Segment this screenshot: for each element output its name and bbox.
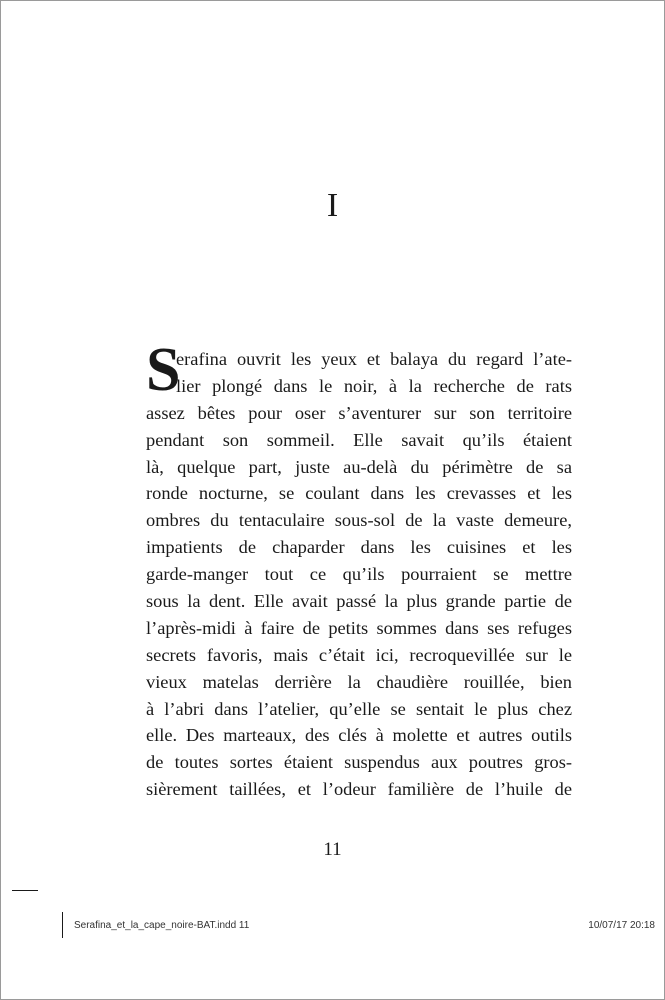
text-line: secrets favoris, mais c’était ici, recroquevillée sur le	[146, 644, 572, 665]
text-line: vieux matelas derrière la chaudière rouillée, bien	[146, 671, 572, 692]
text-line: garde-manger tout ce qu’ils pourraient se mettre	[146, 564, 572, 585]
text-line: sièrement taillées, et l’odeur familière de l’huile de	[146, 779, 572, 800]
text-line: erafina ouvrit les yeux et balaya du regard l’ate-	[176, 349, 572, 369]
text-line: impatients de chaparder dans les cuisines et les	[146, 537, 572, 558]
page-number: 11	[323, 839, 342, 860]
text-line: l’après-midi à faire de petits sommes dans ses refuges	[146, 617, 572, 638]
text-line: assez bêtes pour oser s’aventurer sur son territoire	[146, 402, 572, 423]
text-line: elle. Des marteaux, des clés à molette et autres outils	[146, 725, 572, 746]
text-line: à l’abri dans l’atelier, qu’elle se sentait le plus chez	[146, 698, 572, 719]
text-line: ronde nocturne, se coulant dans les crevasses et les	[146, 483, 572, 504]
text-line: ombres du tentaculaire sous-sol de la vaste demeure,	[146, 510, 572, 531]
text-line: sous la dent. Elle avait passé la plus grande partie de	[146, 591, 572, 612]
text-line: là, quelque part, juste au-delà du périmètre de sa	[146, 456, 572, 477]
crop-mark	[62, 912, 63, 938]
text-line: lier plongé dans le noir, à la recherche de rats	[176, 375, 572, 396]
text-line: pendant son sommeil. Elle savait qu’ils étaient	[146, 429, 572, 450]
slug-date: 10/07/17 20:18	[588, 920, 655, 931]
chapter-number: I	[326, 187, 339, 224]
slug-filename: Serafina_et_la_cape_noire-BAT.indd 11	[74, 920, 250, 931]
crop-mark	[12, 890, 38, 891]
body-paragraph	[146, 346, 572, 803]
text-line: de toutes sortes étaient suspendus aux poutres gros-	[146, 752, 572, 773]
drop-cap: S	[146, 336, 181, 404]
